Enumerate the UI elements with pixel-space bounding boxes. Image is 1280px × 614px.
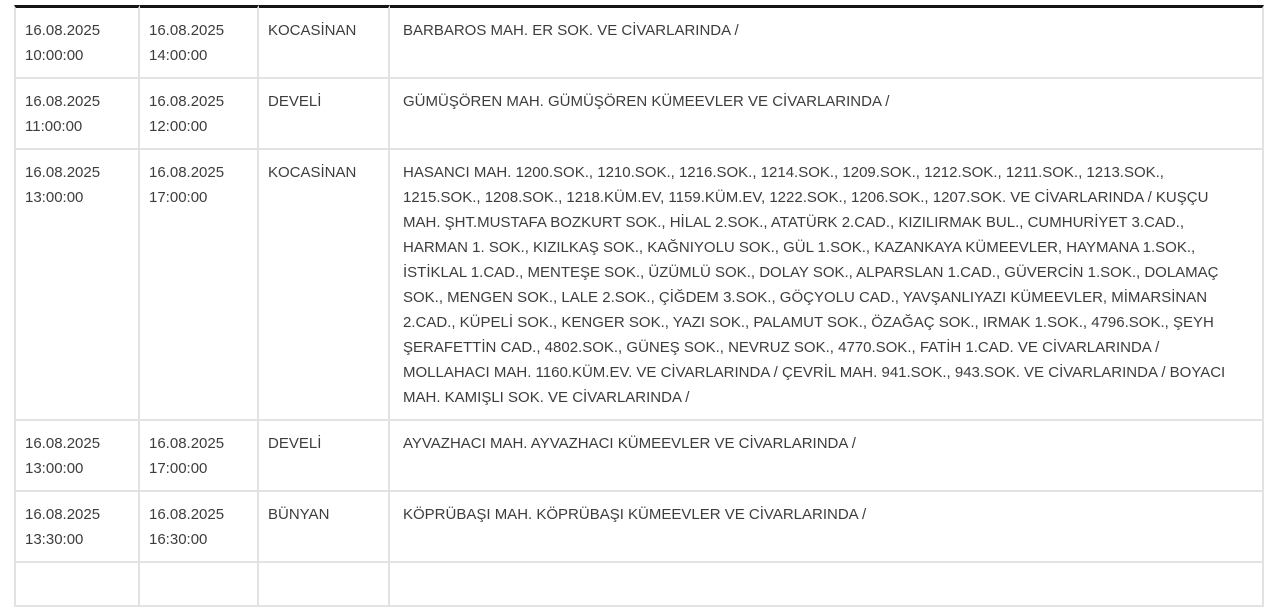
end-time: 17:00:00	[149, 460, 208, 477]
start-time: 13:30:00	[25, 531, 84, 548]
start-datetime-cell	[14, 492, 140, 563]
end-datetime-cell	[140, 150, 259, 421]
area-cell: AYVAZHACI MAH. AYVAZHACI KÜMEEVLER VE CİVARLARINDA /	[390, 421, 1264, 492]
area-cell: GÜMÜŞÖREN MAH. GÜMÜŞÖREN KÜMEEVLER VE CİVARLARINDA /	[390, 79, 1264, 150]
start-date: 16.08.2025	[25, 435, 101, 452]
outage-table-body	[14, 5, 1264, 607]
end-time: 16:30:00	[149, 531, 208, 548]
start-time: 11:00:00	[25, 118, 83, 135]
start-date: 16.08.2025	[25, 93, 101, 110]
start-date: 16.08.2025	[25, 22, 101, 39]
end-date: 16.08.2025	[149, 435, 225, 452]
district-cell: BÜNYAN	[259, 492, 390, 563]
area-cell	[390, 563, 1264, 607]
district-cell: DEVELİ	[259, 421, 390, 492]
start-datetime-cell	[14, 5, 140, 79]
end-datetime-cell	[140, 492, 259, 563]
end-datetime-cell	[140, 79, 259, 150]
area-cell: HASANCI MAH. 1200.SOK., 1210.SOK., 1216.SOK., 1214.SOK., 1209.SOK., 1212.SOK., 1211.SOK., 1213.SOK., 1215.SOK., 1208.SOK., 1218.KÜM.EV, 1159.KÜM.EV, 1222.SOK., 1206.SOK., 1207.SOK. VE CİVARLARINDA / KUŞÇU MAH. ŞHT.MUSTAFA BOZKURT SOK., HİLAL 2.SOK., ATATÜRK 2.CAD., KIZILIRMAK BUL., CUMHURİYET 3.CAD., HARMAN 1. SOK., KIZILKAŞ SOK., KAĞNIYOLU SOK., GÜL 1.SOK., KAZANKAYA KÜMEEVLER, HAYMANA 1.SOK., İSTİKLAL 1.CAD., MENTEŞE SOK., ÜZÜMLÜ SOK., DOLAY SOK., ALPARSLAN 1.CAD., GÜVERCİN 1.SOK., DOLAMAÇ SOK., MENGEN SOK., LALE 2.SOK., ÇİĞDEM 3.SOK., GÖÇYOLU CAD., YAVŞANLIYAZI KÜMEEVLER, MİMARSİNAN 2.CAD., KÜPELİ SOK., KENGER SOK., YAZI SOK., PALAMUT SOK., ÖZAĞAÇ SOK., IRMAK 1.SOK., 4796.SOK., ŞEYH ŞERAFETTİN CAD., 4802.SOK., GÜNEŞ SOK., NEVRUZ SOK., 4770.SOK., FATİH 1.CAD. VE CİVARLARINDA / MOLLAHACI MAH. 1160.KÜM.EV. VE CİVARLARINDA / ÇEVRİL MAH. 941.SOK., 943.SOK. VE CİVARLARINDA / BOYACI MAH. KAMIŞLI SOK. VE CİVARLARINDA /	[390, 150, 1264, 421]
area-cell: KÖPRÜBAŞI MAH. KÖPRÜBAŞI KÜMEEVLER VE CİVARLARINDA /	[390, 492, 1264, 563]
end-datetime-cell	[140, 5, 259, 79]
table-row	[14, 563, 1264, 607]
start-time: 13:00:00	[25, 460, 84, 477]
end-datetime-cell	[140, 563, 259, 607]
end-date: 16.08.2025	[149, 164, 225, 181]
outage-table	[14, 5, 1264, 607]
start-date: 16.08.2025	[25, 164, 101, 181]
end-date: 16.08.2025	[149, 93, 225, 110]
start-datetime-cell	[14, 79, 140, 150]
district-cell	[259, 563, 390, 607]
district-cell: DEVELİ	[259, 79, 390, 150]
area-cell: BARBAROS MAH. ER SOK. VE CİVARLARINDA /	[390, 5, 1264, 79]
start-datetime-cell	[14, 563, 140, 607]
table-row	[14, 150, 1264, 421]
start-datetime-cell	[14, 150, 140, 421]
end-time: 17:00:00	[149, 189, 208, 206]
table-row	[14, 79, 1264, 150]
start-date: 16.08.2025	[25, 506, 101, 523]
outage-table-container	[14, 5, 1264, 607]
table-row	[14, 492, 1264, 563]
end-datetime-cell	[140, 421, 259, 492]
start-time: 13:00:00	[25, 189, 84, 206]
start-datetime-cell	[14, 421, 140, 492]
end-date: 16.08.2025	[149, 506, 225, 523]
table-row	[14, 421, 1264, 492]
end-time: 12:00:00	[149, 118, 208, 135]
end-date: 16.08.2025	[149, 22, 225, 39]
district-cell: KOCASİNAN	[259, 150, 390, 421]
end-time: 14:00:00	[149, 47, 208, 64]
start-time: 10:00:00	[25, 47, 84, 64]
table-row	[14, 5, 1264, 79]
district-cell: KOCASİNAN	[259, 5, 390, 79]
